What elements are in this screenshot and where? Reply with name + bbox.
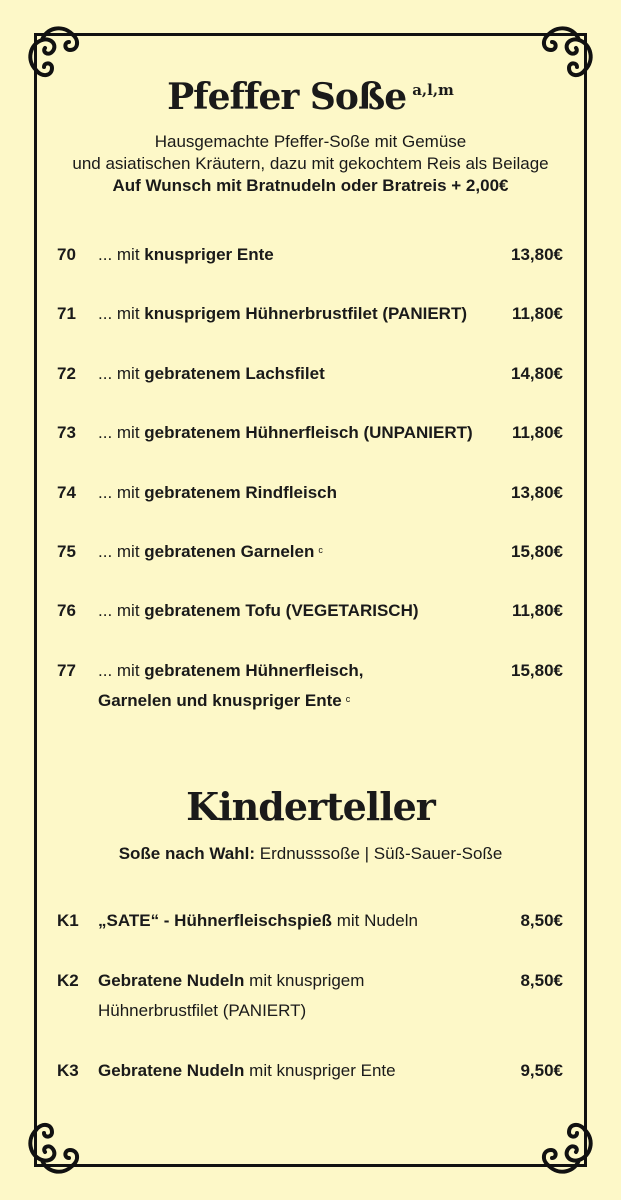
- ornament-corner-bottom-left: [22, 1108, 94, 1180]
- section-title-pfeffer-sosse: Pfeffer Soße $^{a,l,m}$: [167, 76, 454, 118]
- allergen-codes: a,l,m: [412, 81, 454, 99]
- section-description: Hausgemachte Pfeffer-Soße mit Gemüse und asiatischen Kräutern, dazu mit gekochtem Reis als Beilage Auf Wunsch mit Bratnudeln oder Bratreis + 2,00€: [72, 132, 549, 195]
- ornament-corner-bottom-right: [527, 1108, 599, 1180]
- section-title-kinderteller: Kinderteller: [186, 784, 435, 829]
- sauce-choice: Soße nach Wahl: Erdnusssoße | Süß-Sauer-Soße: [118, 844, 503, 863]
